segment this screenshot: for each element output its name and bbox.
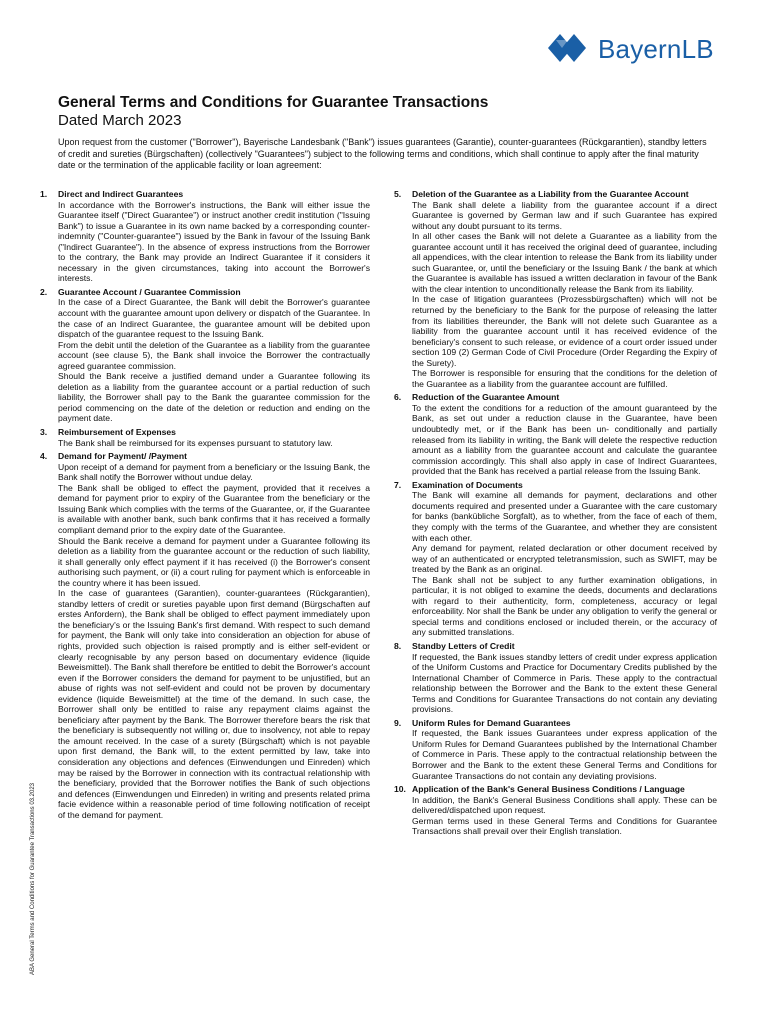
side-note: ABA General Terms and Conditions for Guarantee Transactions 03.2023 [30, 782, 36, 975]
section-heading: Direct and Indirect Guarantees [58, 189, 184, 199]
section-8 [394, 641, 717, 715]
section-paragraph: The Bank shall not be subject to any further examination obligations, in particular, it is not obliged to examine the deeds, documents and declarations with regard to their authenticity, form, completeness, accuracy or legal enforceability. Nor shall the Bank be under any obligation to verify the general or special terms and conditions enclosed or included therein, or the accuracy of any submitted translations. [412, 574, 717, 638]
section-paragraph: From the debit until the deletion of the Guarantee as a liability from the guarantee account (see clause 5), the Bank shall invoice the Borrower the contractually agreed guarantee commission. [58, 339, 370, 371]
section-10 [394, 784, 717, 837]
section-paragraph: Any demand for payment, related declaration or other document received by way of an authenticated or encrypted teletransmission, such as SWIFT, may be treated by the Bank as an original. [412, 543, 717, 575]
section-number: 7. [394, 479, 402, 490]
section-heading: Guarantee Account / Guarantee Commission [58, 286, 241, 297]
section-heading: Demand for Payment/ /Payment [58, 451, 187, 462]
logo-text: BayernLB [598, 34, 714, 64]
section-paragraph: In the case of litigation guarantees (Prozessbürgschaften) which will not be returned by the beneficiary to the Bank for the purpose of releasing the latter from its liabilities thereunder, the Bank will not delete such Guarantee as a liability from the guarantee account until it has received evidence of the beneficiary's consent to such release, or evidence of a court order issued under section 109 (2) German Code of Civil Procedure (Order Regarding the Expiry of the Surety). [412, 294, 717, 368]
bayernlb-logo [546, 30, 746, 66]
section-number: 6. [394, 392, 402, 403]
section-paragraph: Upon receipt of a demand for payment from a beneficiary or the Issuing Bank, the Bank shall notify the Borrower without undue delay. [58, 461, 370, 483]
left-column [40, 189, 370, 823]
section-heading: Examination of Documents [412, 479, 523, 490]
section-5 [394, 189, 717, 389]
section-paragraph: In addition, the Bank's General Business Conditions shall apply. These can be delivered/dispatched upon request. [412, 794, 717, 816]
section-number: 2. [40, 286, 48, 297]
document-title: General Terms and Conditions for Guarantee Transactions [58, 94, 489, 111]
section-number: 9. [394, 717, 402, 728]
section-6 [394, 392, 717, 476]
section-paragraph: The Bank shall be reimbursed for its expenses pursuant to statutory law. [58, 437, 333, 448]
section-number: 1. [40, 189, 48, 199]
section-paragraph: The Bank shall be obliged to effect the payment, provided that it receives a demand for payment prior to expiry of the Guarantee from the beneficiary or the Issuing Bank which complies with the terms of the Guarantee, or, if the Guarantee is available with another bank, such bank confirms that it has received a formally compliant demand prior to the expiry date of the Guarantee. [58, 482, 370, 535]
section-heading: Reduction of the Guarantee Amount [412, 392, 560, 403]
section-paragraph: The Bank shall delete a liability from the guarantee account if a direct Guarantee is governed by German law and if such Guarantee has expired without any doubt pursuant to its terms. [412, 199, 717, 231]
section-2 [40, 287, 370, 424]
section-paragraph: In the case of a Direct Guarantee, the Bank will debit the Borrower's guarantee account with the guarantee amount upon delivery or dispatch of the Guarantee. In the case of an Indirect Guarantee, the guarantee amount will be debited upon dispatch of the guarantee request to the Issuing Bank. [58, 297, 370, 340]
section-paragraph: If requested, the Bank issues Guarantees under express application of the Uniform Rules for Demand Guarantees published by the International Chamber of Commerce in Paris. These apply to the contractual relationship between the Borrower and the Bank to the extent these General Terms and Conditions for Guarantee Transactions do not contain any deviating provisions. [412, 728, 717, 781]
section-paragraph: To the extent the conditions for a reduction of the amount guaranteed by the Bank, as set out under a reduction clause in the Guarantee, have been undoubtedly met, or if the Bank has been un- conditionally and partially released from its liability in writing, the Bank will delete the respective reduction amount as a liability from the guarantee account and calculate the guarantee commission accordingly. This shall also apply in case of Indirect Guarantees, provided that the Bank has received a partial release from the Issuing Bank. [412, 402, 717, 477]
section-heading: Reimbursement of Expenses [58, 427, 176, 438]
section-paragraph: In the case of guarantees (Garantien), counter-guarantees (Rückgarantien), standby letters of credit or sureties payable upon first demand (Bürgschaften auf erstes Anfordern), the Bank shall be obliged to effect payment immediately upon the beneficiary's or the Issuing Bank's first demand. With respect to such demand for payment, the Bank will only take into consideration an objection for abuse of rights, provided such objection is raised promptly and is either self-evident or clearly recognisable by any person based on documentary evidence (liquide Beweismittel). The Bank shall therefore be entitled to debit the Borrower's account even if the Borrower considers the demand for payment to be unjustified, but an abuse of rights was not self-evident and could not be proven by documentary evidence (liquide Beweismittel) at the time of the demand. In such case, the Borrower shall only be entitled to raise any repayment claims against the beneficiary after payment by the Bank. The Borrower therefore bears the risk that the beneficiary is subsequently not willing or, due to insolvency, not able to repay the amount received. In the case of a surety (Bürgschaft) which is not payable upon first demand, the Bank will, to the extent permitted by law, take into consideration any objections and defences (Einwendungen und Einreden) which may be raised by the Borrower in connection with its contractual relationship with the beneficiary, provided that the Borrower notifies the Bank of such objections and defences (Einwendungen und Einreden) in writing and presents related prima facie evidence within a reasonable period of time following notification of receipt of the demand for payment. [58, 588, 370, 820]
section-number: 5. [394, 189, 402, 199]
section-number: 8. [394, 640, 402, 651]
section-paragraph: In accordance with the Borrower's instructions, the Bank will either issue the Guarantee itself ("Direct Guarantee") or instruct another credit institution ("Issuing Bank") to issue a Guarantee in its own name backed by a corresponding counter-indemnity ("Counter-guarantee") issued by the Bank in favour of the Issuing Bank ("Indirect Guarantee"). In the absence of express instructions from the Borrower to the contrary, the Bank may provide an Indirect Guarantee if it considers it necessary in the given circumstances, taking into account the Borrower's interests. [58, 199, 370, 284]
section-3 [40, 427, 370, 448]
section-9 [394, 718, 717, 781]
section-paragraph: The Bank will examine all demands for payment, declarations and other documents required and presented under a Guarantee with the care customary for banks (bankübliche Sorgfalt), as to whether, from the face of each of them, they comply with the terms of the Guarantee, and whether they are consistent with each other. [412, 490, 717, 543]
right-column [394, 189, 717, 840]
section-number: 3. [40, 427, 48, 438]
section-number: 4. [40, 451, 48, 462]
section-heading: Standby Letters of Credit [412, 640, 515, 651]
section-heading: Application of the Bank's General Business Conditions / Language [412, 784, 685, 795]
section-1 [40, 189, 370, 284]
section-heading: Uniform Rules for Demand Guarantees [412, 717, 571, 728]
section-7 [394, 480, 717, 638]
section-paragraph: In all other cases the Bank will not delete a Guarantee as a liability from the guarantee account until it has received the original deed of guarantee, including all appendices, with the clear intention to release the Bank from its liability under such Guarantee, or, until the beneficiary or the Issuing Bank / the bank at which the Guarantee is available has issued a written declaration in favour of the Bank with the clear intention to unconditionally release the Bank from its liability. [412, 231, 717, 294]
bayernlb-diamond-icon [546, 30, 592, 66]
section-paragraph: If requested, the Bank issues standby letters of credit under express application of the Uniform Customs and Practice for Documentary Credits published by the International Chamber of Commerce in Paris. These apply to the contractual relationship between the Borrower and the Bank to the extent these General Terms and Conditions for Guarantee Transactions do not contain any deviating provisions. [412, 651, 717, 715]
section-paragraph: German terms used in these General Terms and Conditions for Guarantee Transactions shall prevail over their English translation. [412, 815, 717, 837]
section-heading: Deletion of the Guarantee as a Liability from the Guarantee Account [412, 189, 689, 199]
section-paragraph: The Borrower is responsible for ensuring that the conditions for the deletion of the Guarantee as a liability from the guarantee account are fulfilled. [412, 368, 717, 389]
section-number: 10. [394, 784, 406, 795]
section-paragraph: Should the Bank receive a demand for payment under a Guarantee following its deletion as a liability from the guarantee account or the reduction of such liability, it shall generally only effect payment if it has received (i) the Borrower's consent authorising such payment, or (ii) a court ruling for payment which is enforceable in the country where it has been issued. [58, 535, 370, 588]
document-date: Dated March 2023 [58, 112, 182, 129]
intro-paragraph: Upon request from the customer ("Borrower"), Bayerische Landesbank ("Bank") issues guarantees (Garantie), counter-guarantees (Rückgarantien), standby letters of credit and sureties (Bürgschaften) (collectively "Guarantees") subject to the following terms and conditions, which shall continue to apply after the final maturity date or the termination of the applicable facility or loan agreement: [58, 137, 707, 171]
section-paragraph: Should the Bank receive a justified demand under a Guarantee following its deletion as a liability from the guarantee account or a partial reduction of such liability, the Borrower shall pay to the Bank the guarantee commission for the period commencing on the date of the deletion or reduction and ending on the payment date. [58, 371, 370, 424]
section-4 [40, 451, 370, 820]
